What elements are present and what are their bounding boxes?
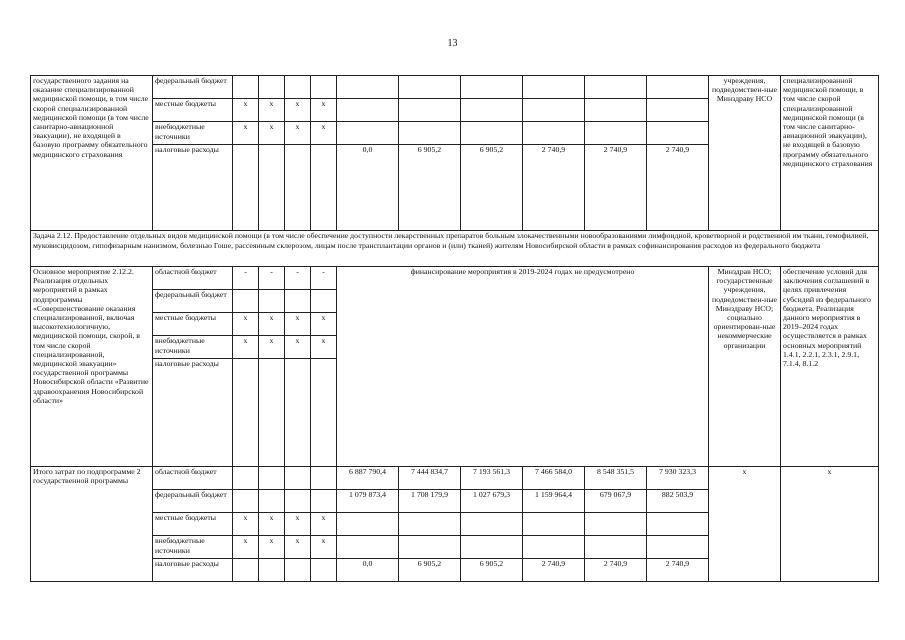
table-cell	[647, 76, 709, 99]
table-cell: -	[311, 267, 337, 290]
table-cell: 1 079 873,4	[337, 490, 399, 513]
table-cell	[461, 536, 523, 559]
table-cell: -	[259, 267, 285, 290]
table-cell	[233, 467, 259, 490]
table-cell	[259, 145, 285, 231]
funding-source: внебюджетные источники	[153, 336, 233, 359]
table-cell: x	[233, 313, 259, 336]
page-number: 13	[447, 38, 458, 49]
table-cell: 6 905,2	[399, 145, 461, 231]
table-cell	[337, 122, 399, 145]
table-cell	[399, 122, 461, 145]
table-cell	[647, 99, 709, 122]
executor: x	[709, 467, 781, 582]
table-cell: x	[233, 122, 259, 145]
funding-source: местные бюджеты	[153, 513, 233, 536]
table-cell	[233, 76, 259, 99]
table-cell: 6 905,2	[399, 559, 461, 582]
table-row	[31, 467, 879, 490]
total-label: Итого затрат по подпрограмме 2 государственной программы	[31, 467, 153, 582]
table-cell	[585, 536, 647, 559]
table-cell: x	[311, 313, 337, 336]
table-cell: 6 905,2	[461, 145, 523, 231]
expected-result: специализированной медицинской помощи, в том числе скорой специализированной медицинской помощи (в том числе санитарно-авиационной эвакуации), не входящей в базовую программу обязательного медицинского страхования	[781, 76, 879, 231]
table-cell: 2 740,9	[585, 559, 647, 582]
table-cell: x	[259, 536, 285, 559]
table-cell: 679 067,9	[585, 490, 647, 513]
table-cell	[337, 513, 399, 536]
table-cell	[585, 76, 647, 99]
funding-source: областной бюджет	[153, 467, 233, 490]
table-cell	[523, 99, 585, 122]
executor: учреждения, подведомствен-ные Минздраву НСО	[709, 76, 781, 231]
table-cell	[523, 122, 585, 145]
funding-source: федеральный бюджет	[153, 290, 233, 313]
table-cell: x	[285, 313, 311, 336]
table-cell: x	[233, 536, 259, 559]
expected-result: x	[781, 467, 879, 582]
table-cell: -	[285, 267, 311, 290]
table-cell: 2 740,9	[647, 559, 709, 582]
table-cell	[311, 76, 337, 99]
table-cell: x	[259, 122, 285, 145]
table-cell	[233, 359, 259, 467]
table-cell	[311, 290, 337, 313]
table-cell	[647, 536, 709, 559]
funding-source: налоговые расходы	[153, 145, 233, 231]
table-cell	[285, 490, 311, 513]
table-row	[31, 267, 879, 290]
executor: Минздрав НСО; государственные учреждения, подведомствен-ные Минздраву НСО; социально ориентирован-ные некоммерческие организации	[709, 267, 781, 467]
table-cell: x	[311, 513, 337, 536]
table-cell	[311, 559, 337, 582]
table-cell: 7 930 323,3	[647, 467, 709, 490]
funding-source: федеральный бюджет	[153, 490, 233, 513]
table-cell	[259, 467, 285, 490]
table-cell	[399, 513, 461, 536]
table-cell: 1 708 179,9	[399, 490, 461, 513]
table-cell	[311, 145, 337, 231]
task-heading: Задача 2.12. Предоставление отдельных видов медицинской помощи (в том числе обеспечение доступности лекарственных препаратов больным злокачественными новообразованиями лимфоидной, кроветворной и родственной им ткани, гемофилией, муковисцидозом, гипофизарным нанизмом, болезнью Гоше, рассеянным склерозом, лицам после трансплантации органов и (или) тканей) жителям Новосибирской области в рамках софинансирования расходов из федерального бюджета	[31, 231, 879, 267]
activity-name: государственного задания на оказание специализированной медицинской помощи, в том числе скорой специализированной медицинской помощи (в том числе санитарно-авиационной эвакуации), не входящей в базовую программу обязательного медицинского страхования	[31, 76, 153, 231]
table-cell	[523, 76, 585, 99]
table-cell: 1 027 679,3	[461, 490, 523, 513]
table-cell	[259, 76, 285, 99]
table-cell	[585, 99, 647, 122]
funding-source: налоговые расходы	[153, 359, 233, 467]
table-cell	[647, 513, 709, 536]
table-cell	[285, 145, 311, 231]
funding-source: местные бюджеты	[153, 313, 233, 336]
table-cell: 8 548 351,5	[585, 467, 647, 490]
table-cell	[233, 290, 259, 313]
table-cell: x	[285, 536, 311, 559]
table-cell: x	[259, 336, 285, 359]
funding-source: областной бюджет	[153, 267, 233, 290]
table-cell: x	[285, 336, 311, 359]
table-row	[31, 76, 879, 99]
table-cell: x	[311, 536, 337, 559]
table-cell: 2 740,9	[523, 145, 585, 231]
table-row	[31, 231, 879, 267]
table-cell	[337, 99, 399, 122]
funding-source: местные бюджеты	[153, 99, 233, 122]
table-cell: x	[233, 99, 259, 122]
funding-source: федеральный бюджет	[153, 76, 233, 99]
table-cell: 0,0	[337, 145, 399, 231]
table-cell: 7 193 561,3	[461, 467, 523, 490]
expected-result: обеспечение условий для заключения соглашений в целях привлечения субсидий из федерального бюджета. Реализация данного мероприятия в 2019–2024 годах осуществляется в рамках основных мероприятий 1.4.1, 2.2.1, 2.3.1, 2.9.1, 7.1.4, 8.1.2	[781, 267, 879, 467]
table-cell: x	[233, 513, 259, 536]
table-cell	[585, 513, 647, 536]
activity-name: Основное мероприятие 2.12.2. Реализация отдельных мероприятий в рамках подпрограммы «Совершенствование оказания специализированной, включая высокотехнологичную, медицинской помощи, скорой, в том числе скорой специализированной, медицинской эвакуации» государственной программы Новосибирской области «Развитие здравоохранения Новосибирской области»	[31, 267, 153, 467]
table-cell	[233, 145, 259, 231]
table-cell: 0,0	[337, 559, 399, 582]
table-cell	[399, 99, 461, 122]
table-cell: 1 159 964,4	[523, 490, 585, 513]
table-cell: 2 740,9	[585, 145, 647, 231]
table-cell: x	[285, 513, 311, 536]
table-cell	[585, 122, 647, 145]
table-cell	[647, 122, 709, 145]
table-cell: x	[311, 99, 337, 122]
table-cell: x	[311, 122, 337, 145]
table-cell	[285, 467, 311, 490]
table-cell: 6 887 790,4	[337, 467, 399, 490]
table-cell	[285, 290, 311, 313]
table-cell: x	[311, 336, 337, 359]
table-cell	[311, 467, 337, 490]
table-cell	[285, 76, 311, 99]
table-cell	[461, 99, 523, 122]
funding-source: внебюджетные источники	[153, 122, 233, 145]
table-cell	[233, 559, 259, 582]
table-cell: -	[233, 267, 259, 290]
table-cell: 882 503,9	[647, 490, 709, 513]
table-cell	[311, 490, 337, 513]
table-cell	[259, 559, 285, 582]
table-cell: 2 740,9	[523, 559, 585, 582]
table-cell	[259, 490, 285, 513]
table-cell: x	[259, 99, 285, 122]
table-cell	[523, 513, 585, 536]
table-cell: x	[233, 336, 259, 359]
table-cell	[461, 76, 523, 99]
table-cell	[233, 490, 259, 513]
funding-source: налоговые расходы	[153, 559, 233, 582]
table-cell	[259, 359, 285, 467]
table-cell	[337, 536, 399, 559]
funding-note: финансирование мероприятия в 2019-2024 годах не предусмотрено	[337, 267, 709, 467]
table-cell	[399, 536, 461, 559]
table-cell	[285, 359, 311, 467]
table-cell	[399, 76, 461, 99]
table-cell: 6 905,2	[461, 559, 523, 582]
table-cell	[259, 290, 285, 313]
table-cell	[461, 513, 523, 536]
table-cell	[285, 559, 311, 582]
table-cell: 7 444 834,7	[399, 467, 461, 490]
funding-source: внебюджетные источники	[153, 536, 233, 559]
table-cell: x	[259, 313, 285, 336]
table-cell	[337, 76, 399, 99]
table-cell: 7 466 584,0	[523, 467, 585, 490]
table-cell: x	[285, 122, 311, 145]
table-cell: x	[285, 99, 311, 122]
program-table	[30, 75, 879, 582]
table-cell	[523, 536, 585, 559]
table-cell	[461, 122, 523, 145]
table-cell	[311, 359, 337, 467]
table-cell: 2 740,9	[647, 145, 709, 231]
table-cell: x	[259, 513, 285, 536]
